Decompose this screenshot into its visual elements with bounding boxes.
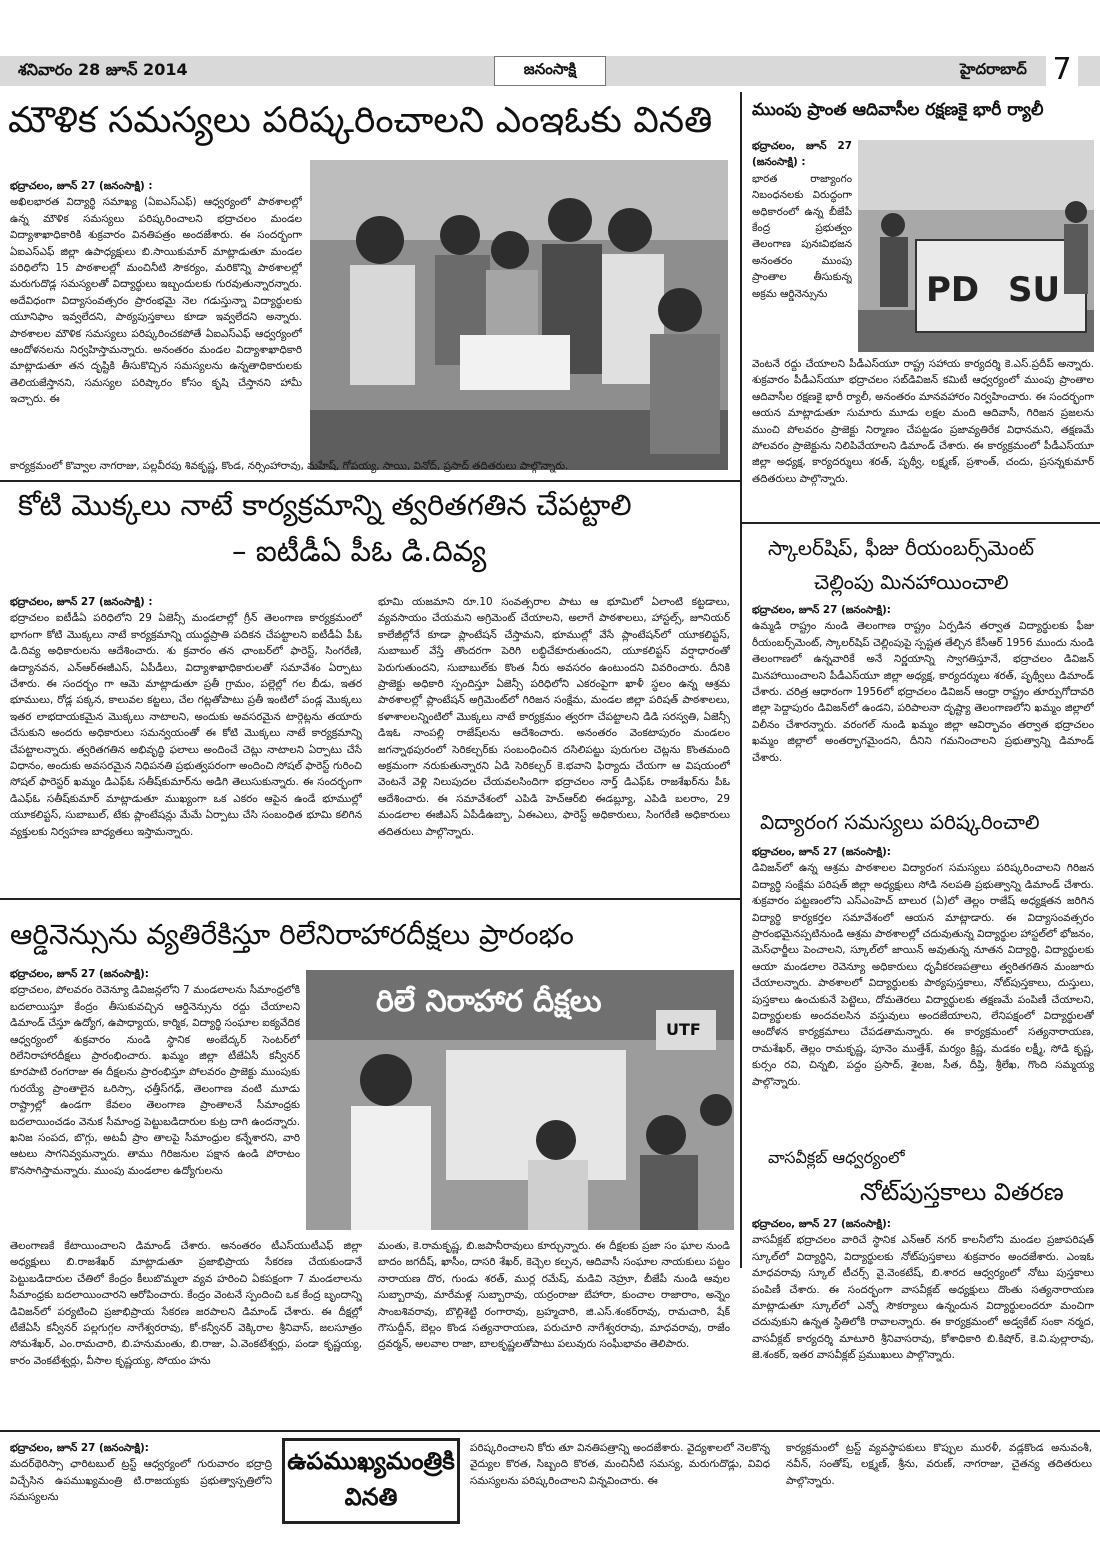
rally-photo bbox=[858, 140, 1094, 352]
article7-col2 bbox=[378, 1238, 730, 1402]
article3-col2-text: భూమి యజమాని రూ.10 సంవత్సరాల పాటు ఆ భూమిలో ఏలాంటి కట్టడాలు, వ్యవసాయం చేయమని అగ్రిమెంట్ చేయాలని, అలాగే పాఠశాలలు, హాస్టల్స్, జూనియర్ కాలేజీల్లోనే కూడా ప్లాంటేషన్ చేస్తామని, భూముల్లో వేసే ప్లాంటేషన్‌లో యూకలిప్టస్, సుబాబుల్ వేస్తే తొందరగా పెరిగి లబ్ధిచేకూరుతుందని, యూకలిప్టస్ వర్షాధారంతో పెరుగుతుందని, సుబాబుల్‌కు కొంత నీరు అవసరం ఉంటుందని వివరించారు. దీనికి ప్రాజెక్టు అధికారి స్పందిస్తూ ఏజెన్సీ పరిధిలోని ఎకరంపైగా ఖాళీ స్థలం ఉన్న ఆశ్రమ పాఠశాలల్లో ప్లాంటేషన్ అగ్రిమెంట్‌లో గిరిజన సంక్షేమ, మండల జిల్లా పరిషత్ పాఠశాలలు, కళాశాలలన్నింటిలో మొక్కలు నాటే కార్యక్రమం త్వరగా చేపట్టాలని డిడి సరస్వతి, ఏజెన్సీ డిఇఓ నాంపల్లి రాజేష్‌లను ఆదేశించారు. అనంతరం వెంకటాపురం మండలం జగన్నాథపురంలో సెరికల్చర్‌కు సంబంధించిన దసిలిపట్టు పురుగుల చెట్లను కొంతమంది అక్రమంగా నరుకుతున్నారని ఏడి సెరికల్చర్ కె.భవాని ఫిర్యాదు చేయగా ఆ విషయంలో వెంటనే వెళ్లి నిలుపుదల చేయవలసిందిగా భద్రాచలం నార్త్ డిఎఫ్ఓ రాజశేఖర్‌ను పీఓ ఆదేశించారు. ఈ సమావేశంలో ఎపిడి హెచ్ఆర్‌బి ఈడబ్ల్యూ, ఎపిడి బలరాం, 29 మండలాల ఈజీఎస్ ఏపీడీఉబ్బా, ఏఈఎలు, ఫారెస్ట్ అధికారులు, సింగరేణి అధికారులు తదితరులు పాల్గొన్నారు. bbox=[378, 596, 730, 838]
article6-body bbox=[752, 1216, 1094, 1430]
divider-v-1 bbox=[740, 92, 742, 522]
article5-dateline: భద్రాచలం, జూన్ 27 (జనంసాక్షి): bbox=[752, 846, 891, 858]
article4-body bbox=[752, 602, 1094, 810]
article7-col1-text: తెలంగాణకే కేటాయించాలని డిమాండ్ చేశారు. అనంతరం టీఎస్‌యుటీఎఫ్ జిల్లా అధ్యక్షులు బి.రాజశేఖర్ మాట్లాడుతూ ప్రజాభిప్రాయ సేకరణ చేయకుండానే పెట్టుబడిదారుల చేతిలో కేంద్రం కీలుబొమ్మలా వ్యవ హరించి ఏకపక్షంగా 7 మండలాలను సీమాంధ్రకు బదలాయించారని ఆరోపించారు. కేంద్రం వెంటనే స్పందించి ఒక కేంద్ర బృందాన్ని డివిజన్‌లో పర్యటించి ప్రజాభిప్రాయ సేకరణ జరపాలని డిమాండ్ చేశారు. ఈ దీక్షల్లో టీజేఏసీ కన్వీనర్ పల్లగుగ్గల నాగేశ్వరరావు, కో-కన్వీనర్ వెక్కిరాల శ్రీనివాస్, జలసూత్రం సోమశేఖర్, ఎం.రామచారి, బి.హనుమంతు, బి.రాజు, ఏ.వెంకటేశ్వర్లు, పండా కృష్ణయ్య, కారం వెంకటేశ్వర్లు, వీసాల కృష్ణయ్య, సోయం హను bbox=[10, 1240, 362, 1367]
banner-pd: PD bbox=[926, 270, 980, 310]
article2-body bbox=[752, 356, 1094, 516]
article8-col3-text: కార్యక్రమంలో ట్రస్ట్ వ్యవస్థాపకులు కొప్పుల మురళీ, వడ్లకొండ అనువంశీ, నవీన్, సంతోష్, లక్ష్మణ్, శ్రీను, వరుణ్, నాగరాజు, చైతన్య తదితరులు పాల్గొన్నారు. bbox=[786, 1442, 1092, 1487]
article1-photo bbox=[310, 160, 728, 470]
article7-headline: ఆర్డినెన్సును వ్యతిరేకిస్తూ రిలేనిరాహారదీక్షలు ప్రారంభం bbox=[10, 918, 574, 951]
article1-dateline: భద్రాచలం, జూన్ 27 (జనంసాక్షి) : bbox=[10, 180, 153, 192]
article8-col2-text: పరిష్కరించాలని కోరు తూ వినతిపత్రాన్ని అందజేశారు. వైద్యశాలలో నెలకొన్న వైద్యుల కొరత, సిబ్బంది కొరత, మంచినీటి సమస్య, మరుగుదొడ్లు, వివిధ సమస్యలను పరిష్కరించాలని విన్నవించారు. ఈ bbox=[470, 1442, 770, 1487]
article2-photo bbox=[858, 140, 1094, 352]
newspaper-logo: జనంసాక్షి bbox=[494, 56, 606, 86]
article4-headline-1: స్కాలర్‌షిప్, ఫీజు రీయంబర్స్‌మెంట్ bbox=[768, 536, 1035, 560]
divider-h-3 bbox=[0, 898, 740, 900]
article8-col1 bbox=[10, 1440, 272, 1524]
divider-h-4 bbox=[0, 1430, 1100, 1432]
article1-headline: మౌళిక సమస్యలు పరిష్కరించాలని ఎంఇఓకు వినతి bbox=[8, 100, 713, 141]
article2-headline: ముంపు ప్రాంత ఆదివాసీల రక్షణకై భారీ ర్యాలీ bbox=[752, 100, 1044, 120]
article6-text: వాసవీక్లబ్ భద్రాచలం వారిచే స్థానిక ఎన్ఆర్ నగర్ కాలనీలోని మండల ప్రజాపరిషత్ స్కూల్‌లో విద్యార్థిని, విద్యార్థులకు నోట్‌పుస్తకాలు శుక్రవారం అందజేశారు. ఎంఇఓ మాధవరావు స్కూల్ టీచర్స్ వై.వెంకటేష్, బి.శారద ఆధ్వర్యంలో నోటు పుస్తకాలు పంపిణీ చేశారు. ఈ సందర్భంగా వాసవీక్లబ్ అధ్యక్షులు దొంతు సత్యనారాయణ మాట్లాడుతూ స్కూల్‌లో ఎన్నో సౌకర్యాలు ఉన్నందున విద్యార్థులందరూ మంచిగా చదువుకుని ఉన్నత స్థితిలోకి రావాలన్నారు. ఈ కార్యక్రమంలో అడ్వకేట్ సంకా నర్మద, వాసవీక్లబ్ కార్యదర్శి మాటూరి శ్రీనివాసరావు, కోశాధికారి బి.కిషోర్, కె.వి.పుల్లారావు, జె.శంకర్, ఇతర వాసవీక్లబ్ ప్రముఖులు పాల్గొన్నారు. bbox=[752, 1234, 1094, 1362]
article2-narrow bbox=[752, 138, 852, 356]
article5-body bbox=[752, 844, 1094, 1140]
article4-dateline: భద్రాచలం, జూన్ 27 (జనంసాక్షి): bbox=[752, 604, 891, 616]
article2-text: వెంటనే రద్దు చేయాలని పీడీఎస్‌యూ రాష్ట్ర సహాయ కార్యదర్శి కె.ఎస్.ప్రదీప్ అన్నారు. శుక్రవారం పీడీఎస్‌యూ భద్రాచలం సబ్‌డివిజన్ కమిటీ ఆధ్వర్యంలో ముంపు ప్రాంతాల ఆదివాసీల రక్షణకై భారీ ర్యాలీ, అనంతరం మానవహారం నిర్వహించారు. ఈ సందర్భంగా ఆయన మాట్లాడుతూ సుమారు మూడు లక్షల మంది ఆదివాసీ, గిరిజన ప్రజలను ముంచి పోలవరం ప్రాజెక్టు నిర్మాణం చేపట్టడం ప్రజావ్యతిరేక విధానమని, తక్షణమే పోలవరం ప్రాజెక్టును నిలిపివేయాలని డిమాండ్ చేశారు. ఈ కార్యక్రమంలో పీడీఎస్‌యూ జిల్లా అధ్యక్ష, కార్యదర్శులు శరత్, పృథ్వీ, లక్ష్మణ్, ప్రశాంత్, చందు, ప్రసన్నకుమార్ తదితరులు పాల్గొన్నారు. bbox=[752, 358, 1094, 485]
article8-col2 bbox=[470, 1440, 770, 1524]
article6-dateline: భద్రాచలం, జూన్ 27 (జనంసాక్షి): bbox=[752, 1218, 891, 1230]
article1-text: అఖిలభారత విద్యార్థి సమాఖ్య (ఏఐఎస్ఎఫ్) ఆధ్వర్యంలో పాఠశాలల్లో ఉన్న మౌళిక సమస్యలు పరిష్కరించాలని భద్రాచలం మండల విద్యాశాఖాధికారికి శుక్రవారం వినతిపత్రం అందజేశారు. ఈ సందర్భంగా ఏఐఎస్ఎఫ్ జిల్లా ఉపాధ్యక్షులు బి.సాయికుమార్ మాట్లాడుతూ మండల పరిధిలోని 15 పాఠశాలల్లో మంచినీటి సౌకర్యం, మరికొన్ని పాఠశాలల్లో మరుగుదొడ్ల సమస్యలతో విద్యార్థులు ఇబ్బందులకు గురవుతున్నారన్నారు. అదేవిధంగా విద్యాసంవత్సరం ప్రారంభమై నెల గడుస్తున్నా విద్యార్థులకు యూనిఫాం ఇవ్వలేదని, పాఠ్యపుస్తకాలు కూడా ఇవ్వలేదని అన్నారు. పాఠశాలల మౌళిక సమస్యలు పరిష్కరించకపోతే ఏఐఎస్ఎఫ్ ఆధ్వర్యంలో ఆందోళనలను నిర్వహిస్తామన్నారు. అనంతరం మండల విద్యాశాఖాధికారి మాట్లాడుతూ తన దృష్టికి తీసుకొచ్చిన సమస్యలను ఉన్నతాధికారులకు తెలియజేస్తానని, సమస్యల పరిష్కారం కోసం కృషి చేస్తానని హామీ ఇచ్చారు. ఈ bbox=[10, 196, 302, 406]
article8-col3 bbox=[786, 1440, 1092, 1524]
article2-narrow-text: భారత రాజ్యాంగం నిబంధనలకు విరుద్ధంగా అధికారంలో ఉన్న బీజేపీ కేంద్ర ప్రభుత్వం తెలంగాణ పునఃవిభజన అనంతరం ముంపు ప్రాంతాల తీసుకున్న అక్రమ ఆర్డినెన్సును bbox=[752, 172, 852, 300]
article6-headline: నోట్‌పుస్తకాలు వితరణ bbox=[860, 1178, 1064, 1206]
banner-su: SU bbox=[1008, 270, 1061, 310]
divider-h-1 bbox=[0, 480, 740, 482]
article8-col1-text: మదర్‌థెరిస్సా ఛారిటబుల్ ట్రస్ట్ ఆధ్వర్యంలో గురువారం భద్రాద్రి విచ్చేసిన ఉపముఖ్యమంత్రి టి.రాజయ్యకు ప్రభుత్వాస్పత్రిలోని సమస్యలను bbox=[10, 1458, 272, 1504]
sign-text: రిలే నిరాహార దీక్షలు bbox=[376, 984, 602, 1019]
article7-photo bbox=[306, 970, 734, 1230]
article5-headline: విద్యారంగ సమస్యలు పరిష్కరించాలి bbox=[760, 810, 1040, 834]
edition-city: హైదరాబాద్ bbox=[960, 60, 1027, 78]
divider-v-2 bbox=[740, 522, 742, 1268]
article3-headline-1: కోటి మొక్కలు నాటే కార్యక్రమాన్ని త్వరితగతిన చేపట్టాలి bbox=[18, 488, 632, 522]
article1-tail bbox=[10, 458, 732, 476]
article3-col1-text: భద్రాచలం ఐటీడీఏ పరిధిలోని 29 ఏజెన్సీ మండలాల్లో గ్రీన్ తెలంగాణ కార్యక్రమంలో భాగంగా కోటి మొక్కలు నాటే కార్యక్రమాన్ని యుద్ధప్రాతి పదికన చేపట్టాలని ఐటీడీఏ పీఓ డి.దివ్య అధికారులను ఆదేశించారు. శు క్రవారం తన ఛాంబర్‌లో ఫారెస్ట్, సింగరేణి, ఉద్యానవన, ఎన్ఆర్ఈజీఎస్, ఏపీడీలు, విద్యాశాఖాధికారులతో సమావేశం ఏర్పాటు చేశారు. ఈ సందర్భం గా ఆమె మాట్లాడుతూ ప్రతీ గ్రామం, పల్లెల్లో గల బీడు, ఇతర భూములు, రోడ్ల పక్కన, కాలువల కట్టలు, చేల గట్లతోపాటు ప్రతీ ఇంటిలో పండ్ల మొక్కలు ఇతర లాభదాయకమైన మొక్కలు నాటాలని, అందుకు అవసరమైన టార్గెట్లను తయారు చేసుకుని అందరు అధికారులు సమన్వయంతో ఈ కోటి మొక్కలు నాటే కార్యక్రమాన్ని చేపట్టాలన్నారు. త్వరితగతిన అభివృద్ధి ఫలాలు అందించే చెట్లు నాటాలని ఏర్పాటు చేసే విధానం, అందుకు అవసరమైన నిధిపనతి ప్రభుత్వపరంగా అందించి సోషల్ ఫారెస్ట్ గురించి సోషల్ ఫారెస్టర్ ఖమ్మం డిఎఫ్ఓ సతీష్‌కుమార్‌ను అడిగి తెలుసుకున్నారు. ఈ సందర్భంగా డిఎఫ్ఓ సతీష్‌కుమార్ మాట్లాడుతూ ముఖ్యంగా ఒక ఎకరం ఆపైన ఉండే భూముల్లో యూకలిప్టస్, సుబాబుల్, టేకు ప్లాంటేషన్లు మేమే ఏర్పాటు చేసి సంబంధిత భూమి కలిగిన వ్యక్తులకు నిర్వహణ బాధ్యతలు ఇస్తామన్నారు. bbox=[10, 612, 362, 838]
article8-headline-1: ఉపముఖ్యమంత్రికి bbox=[287, 1447, 455, 1475]
article3-col2 bbox=[378, 594, 730, 884]
article5-text: డివిజన్‌లో ఉన్న ఆశ్రమ పాఠశాలల విద్యారంగ సమస్యలు పరిష్కరించాలని గిరిజన విద్యార్థి సంక్షేమ పరిషత్ జిల్లా అధ్యక్షులు సోడి నలపతి ప్రభుత్వాన్ని డిమాండ్ చేశారు. శుక్రవారం పట్టణంలోని ఎస్ఎంహెచ్ బాలుర (ఏ)లో తెల్లం రాజేష్ అధ్యక్షతన జరిగిన విద్యార్థి కార్యకర్తల సమావేశంలో ఆయన మాట్లాడారు. ఈ విద్యాసంవత్సరం ప్రారంభమైనప్పటినుండి ఆశ్రమ పాఠశాలల్లో చదువుతున్న విద్యార్థుల హాస్టల్‌లో భోజనం, మెస్‌ఛార్జీలు పెంచాలని, స్కూల్‌లో జాయిన్ అవుతున్న నూతన విద్యార్థి, విద్యార్థులకు ఆయా మండలాల రెవెన్యూ అధికారులు ధృవీకరణపత్రాలు త్వరితగతిన మంజూరు చేయాలన్నారు. పాఠశాలలో విద్యార్థులకు పాఠ్యపుస్తకాలు, నోట్‌పుస్తకాలు, దుస్తులు, పుస్తకాలు ఉంచుకునే పెట్టెలు, దోమతెరలు విద్యార్థులకు తక్షణమే పంపిణీ చేయాలని, విద్యార్థులకు అందవలసిన వస్తువులు అందజేయాలని, లేనిపక్షంలో విద్యార్థులతో ఆందోళన కార్యక్రమాలు చేపడతామన్నారు. ఈ కార్యక్రమంలో సత్యనారాయణ, రామశేఖర్, తెల్లం రామకృష్ణ, పూనెం ముత్తేశ్, మర్యం క్రిష్ణ, మడకం లక్ష్మీ, సోడి కృష్ణ, కుర్సం రవి, చిన్నబి, పద్దం ప్రసాద్, శైలజ, సీత, దీప్తి, శ్రీలేఖ, గొంది సమ్మయ్య పాల్గొన్నారు. bbox=[752, 862, 1094, 1088]
article7-narrow bbox=[10, 966, 300, 1264]
article8-dateline: భద్రాచలం, జూన్ 27 (జనంసాక్షి): bbox=[10, 1442, 149, 1454]
article3-headline-2: – ఐటీడీఏ పీఓ డి.దివ్య bbox=[232, 534, 487, 568]
article3-dateline: భద్రాచలం, జూన్ 27 (జనంసాక్షి) : bbox=[10, 596, 153, 608]
issue-date: శనివారం 28 జూన్ 2014 bbox=[18, 60, 188, 79]
article7-col1 bbox=[10, 1238, 362, 1402]
article7-col2-text: మంతు, కె.రామకృష్ణ, బి.జపానీరావులు కూర్చున్నారు. ఈ దీక్షలకు ప్రజా సం ఘాల నుండి బాదం జగదీష్, ఖాసీం, దాసరి శేఖర్, కెచ్చెల కల్పన, ఆదివాసీ సంఘాల నాయకులు పట్టం నారాయణ దొర, గుండు శరత్, ముర్ల రమేష్, మడివి నెహ్రూ, బీజేపీ నుండి ఆవుల సుబ్బారావు, మారేమళ్ల సుబ్బారావు, యర్రంరాజు బేహారా, కుంచాల రాజారాం, అన్నెం సాంబశివరావు, బొల్లిశెట్టి రంగారావు, బ్రహ్మచారి, జి.ఎస్.శంకర్‌రావు, రామచారి, షేక్ గౌసుద్దీన్, బెల్లం కొండ సత్యనారాయణ, పరుచూరి నాగేశ్వరరావు, మాధవరావు, రాజేం ద్రవర్మన్, అలవాల రాజా, బాలకృష్ణలతోపాటు పలువురు సంఘీభావం తెలిపారు. bbox=[378, 1240, 730, 1351]
students-group-photo bbox=[310, 160, 728, 470]
article4-headline-2: చెల్లింపు మినహాయించాలి bbox=[814, 570, 1009, 594]
page-number: 7 bbox=[1046, 53, 1078, 87]
article8-headline-2: వినతి bbox=[344, 1483, 398, 1511]
article3-col1 bbox=[10, 594, 362, 884]
divider-h-2 bbox=[742, 522, 1100, 524]
article2-dateline: భద్రాచలం, జూన్ 27 (జనంసాక్షి) : bbox=[752, 140, 852, 169]
article1-body bbox=[10, 178, 302, 468]
article6-kicker: వాసవీక్లబ్ ఆధ్వర్యంలో bbox=[768, 1148, 905, 1167]
sign-utf: UTF bbox=[666, 1020, 701, 1039]
article1-tail-text: కార్యక్రమంలో కొవ్వాల నాగరాజు, పల్లవీరపు శివకృష్ణ, కొండ, నర్సింహారావు, మహేష్, గోపయ్య, సాయి, వినోద్, ప్రసాద్ తదితరులు పాల్గొన్నారు. bbox=[10, 460, 569, 472]
article8-headline-box bbox=[282, 1438, 460, 1524]
article4-text: ఉమ్మడి రాష్ట్రం నుండి తెలంగాణ రాష్ట్రం ఏర్పడిన తర్వాత విద్యార్థులకు ఫీజు రీయంబర్స్‌మెంట్, స్కాలర్‌షిప్ చెల్లింపుపై స్పష్టత తేల్చిన కేసీఆర్ 1956 ముందు నుండి తెలంగాణలో ఉన్నవారికే అనే నిర్ణయాన్ని స్వాగతిస్తూనే, భద్రాచలం డివిజన్ మినహాయించాలని పీడీఎస్‌యూ జిల్లా అధ్యక్ష, కార్యదర్శులు శరత్, పృథ్వీలు డిమాండ్ చేశారు. చరిత్ర ఆధారంగా 1956లో భద్రాచలం డివిజన్ ఆంధ్రా రాష్ట్రం తూర్పుగోదావరి జిల్లా పెద్దాపురం డివిజన్‌లో ఉండని, పరిపాలనా దృష్ట్యా తెలంగాణలోని ఖమ్మం జిల్లాలో విలీనం చేశారన్నారు. వరంగల్ నుండి ఖమ్మం జిల్లా ఆవిర్భావం తర్వాత భద్రాచలం ఖమ్మం జిల్లాలో అంతర్భాగమైందని, దీనిని గమనించాలని ప్రభుత్వాన్ని డిమాండ్ చేశారు. bbox=[752, 620, 1094, 764]
article7-dateline: భద్రాచలం, జూన్ 27 (జనంసాక్షి): bbox=[10, 968, 149, 980]
article7-narrow-text: భద్రాచలం, పోలవరం రెవెన్యూ డివిజన్లలోని 7 మండలాలను సీమాంధ్రలోకి బదలాయిస్తూ కేంద్రం తీసుకువచ్చిన ఆర్డినెన్సును రద్దు చేయాలని డిమాండ్ చేస్తూ ఉద్యోగ, ఉపాధ్యాయ, కార్మిక, విద్యార్థి సంఘాల ఐక్యవేదిక ఆధ్వర్యంలో శుక్రవారం నుండి స్థానిక అంబేద్కర్ సెంటర్‌లో రిలేనిరాహారదీక్షలు ప్రారంభించారు. ఖమ్మం జిల్లా టీజేఏసీ కన్వీనర్ కూరపాటి రంగరాజు ఈ దీక్షలను ప్రారంభిస్తూ పోలవరం ప్రాజెక్టు ముంపుకు గురయ్యే ప్రాంతాలైన ఒరిస్సా, ఛత్తీస్‌గఢ్, తెలంగాణ వంటి మూడు రాష్ట్రాల్లో ఉండగా కేవలం తెలంగాణ ప్రాంతాలనే సీమాంధ్రకు బదలాయించడం వెనుక సీమాంధ్ర పెట్టుబడిదారుల కుట్ర దాగి ఉందన్నారు. ఖనిజ సంపద, బొగ్గు, అటవీ ప్రాం తాలపై సీమాంధ్రుల కన్నేశారని, వారి ఆటలు సాగనివ్వమన్నారు. తాము గిరిజనుల పక్షాన ఉండి పోరాటం కొనసాగిస్తామన్నారు. ముంపు మండలాల ఉద్యోగులను bbox=[10, 984, 300, 1177]
